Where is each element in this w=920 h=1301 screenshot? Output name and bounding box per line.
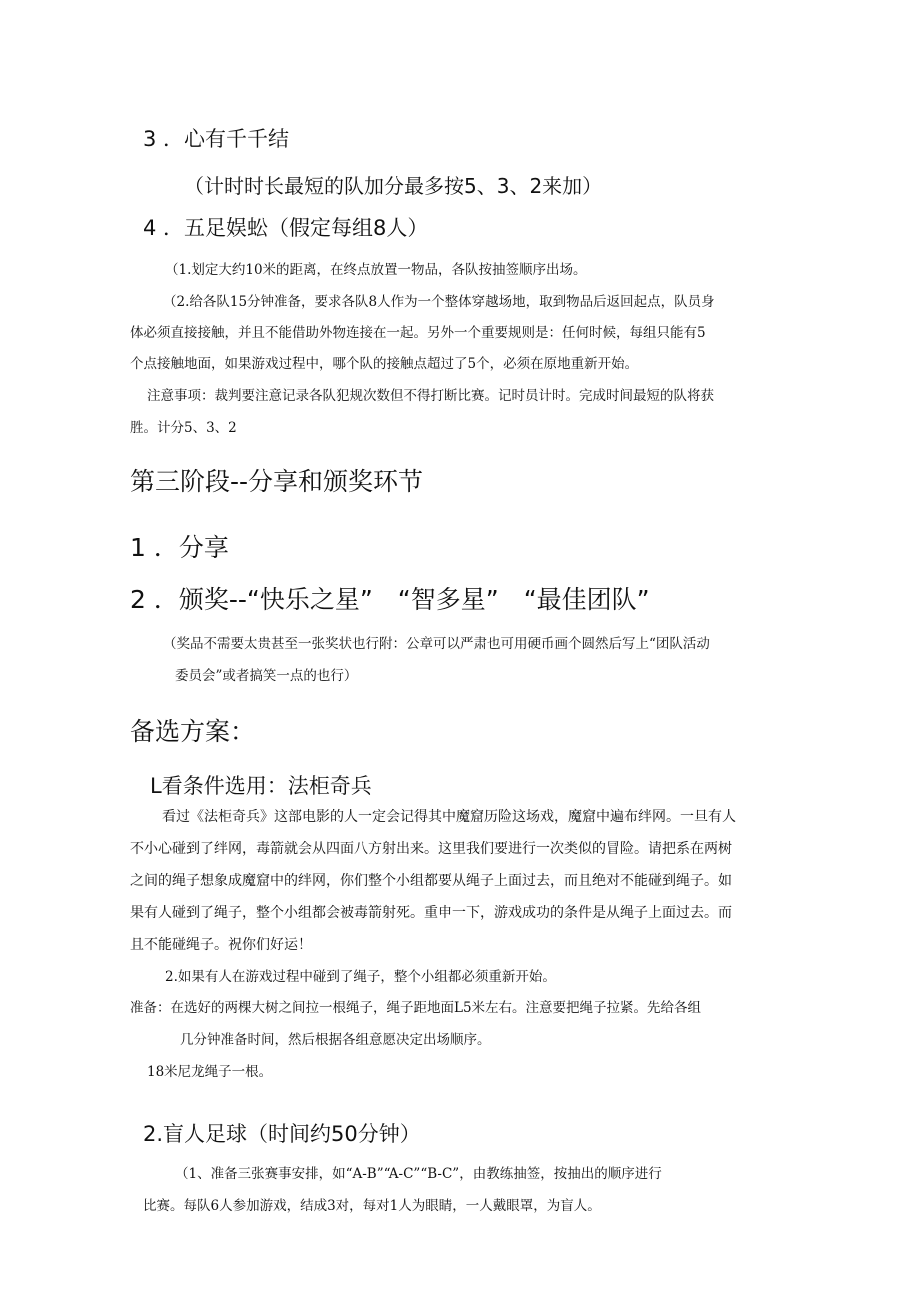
alt-1-prep-line-1: 准备：在选好的两棵大树之间拉一根绳子，绳子距地面L5米左右。注意要把绳子拉紧。先给各组 (130, 1000, 702, 1016)
alt-1-paragraph-line-1: 看过《法柜奇兵》这部电影的人一定会记得其中魔窟历险这场戏，魔窟中遍布绊网。一旦有人 (162, 809, 736, 825)
alt-1-paragraph-line-2: 不小心碰到了绊网，毒箭就会从四面八方射出来。这里我们要进行一次类似的冒险。请把系在两树 (130, 841, 732, 857)
stage-3-heading: 第三阶段--分享和颁奖环节 (130, 467, 424, 496)
award-note-line-2: 委员会”或者搞笑一点的也行） (175, 668, 358, 684)
section-4-rule-2-line-3: 个点接触地面，如果游戏过程中，哪个队的接触点超过了5个，必须在原地重新开始。 (130, 356, 639, 372)
alt-2-paragraph-line-2: 比赛。每队6人参加游戏，结成3对，每对1人为眼睛，一人戴眼罩，为盲人。 (143, 1198, 601, 1214)
alt-1-paragraph-line-5: 且不能碰绳子。祝你们好运！ (130, 937, 312, 953)
section-4-rule-1: （1.划定大约10米的距离，在终点放置一物品，各队按抽签顺序出场。 (165, 262, 587, 278)
section-4-rule-2-line-1: （2.给各队15分钟准备，要求各队8人作为一个整体穿越场地，取到物品后返回起点，队员身 (163, 294, 715, 310)
award-heading: 2 ．颁奖--“快乐之星” “智多星” “最佳团队” (130, 585, 650, 614)
alternatives-heading: 备选方案： (130, 717, 256, 746)
alt-1-materials: 18米尼龙绳子一根。 (147, 1064, 273, 1080)
section-4-notes-line-2: 胜。计分5、3、2 (130, 420, 237, 436)
section-4-notes-line-1: 注意事项：裁判要注意记录各队犯规次数但不得打断比赛。记时员计时。完成时间最短的队将获 (147, 388, 714, 404)
alt-2-heading: 2.盲人足球（时间约50分钟） (143, 1122, 421, 1146)
section-4-rule-2-line-2: 体必须直接接触，并且不能借助外物连接在一起。另外一个重要规则是：任何时候，每组只能有5 (130, 325, 706, 341)
share-heading: 1 ．分享 (130, 533, 229, 562)
section-3-note: （计时时长最短的队加分最多按5、3、2来加） (184, 174, 603, 198)
alt-1-heading: L看条件选用：法柜奇兵 (150, 774, 372, 798)
alt-1-paragraph-line-4: 果有人碰到了绳子，整个小组都会被毒箭射死。重申一下，游戏成功的条件是从绳子上面过去。而 (130, 905, 732, 921)
section-4-heading: 4 ．五足娱蚣（假定每组8人） (143, 216, 429, 240)
section-3-heading: 3 ．心有千千结 (143, 127, 290, 151)
alt-1-prep-line-2: 几分钟准备时间，然后根据各组意愿决定出场顺序。 (180, 1032, 491, 1048)
alt-1-paragraph-line-3: 之间的绳子想象成魔窟中的绊网，你们整个小组都要从绳子上面过去，而且绝对不能碰到绳子。如 (130, 873, 732, 889)
award-note-line-1: （奖品不需要太贵甚至一张奖状也行附：公章可以严肃也可用硬币画个圆然后写上“团队活动 (163, 636, 710, 652)
alt-2-paragraph-line-1: （1、准备三张赛事安排，如“A-B”“A-C”“B-C”，由教练抽签，按抽出的顺序进行 (175, 1166, 662, 1182)
alt-1-rule-2: 2.如果有人在游戏过程中碰到了绳子，整个小组都必须重新开始。 (165, 969, 556, 985)
